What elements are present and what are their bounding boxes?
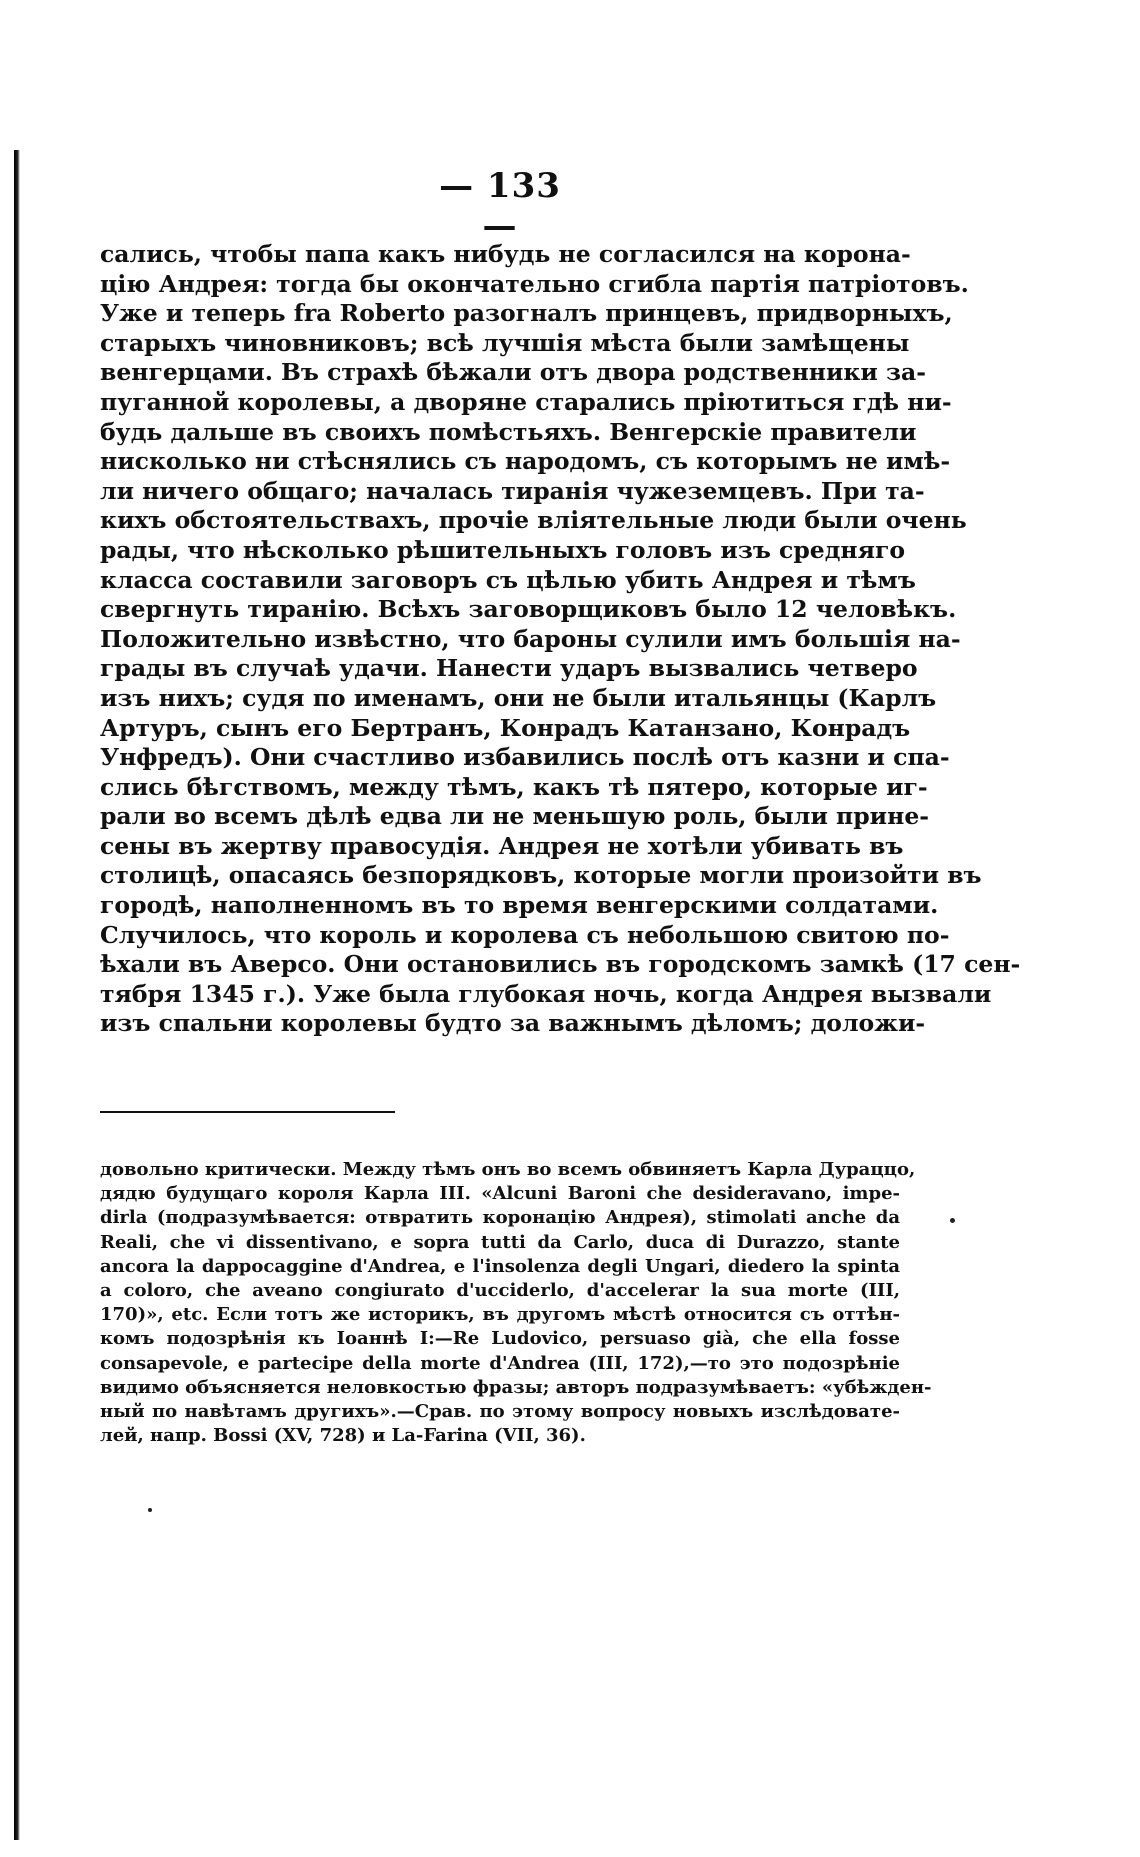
page-number: — 133 — (439, 166, 561, 246)
footnote-separator (100, 1111, 395, 1113)
body-line: Артуръ, сынъ его Бертранъ, Конрадъ Катанзано, Конрадъ (100, 713, 911, 742)
footnote-line: комъ подозрѣнія къ Іоаннѣ I:—Re Ludovico, persuaso già, che ella fosse (100, 1328, 900, 1350)
body-line: изъ нихъ; судя по именамъ, они не были итальянцы (Карлъ (100, 683, 937, 712)
footnote-line: 170)», etc. Если тотъ же историкъ, въ другомъ мѣстѣ относится съ оттѣн- (100, 1304, 900, 1326)
body-line: старыхъ чиновниковъ; всѣ лучшія мѣста были замѣщены (100, 328, 910, 357)
footnote-line: ный по навѣтамъ другихъ».—Срав. по этому вопросу новыхъ изслѣдовате- (100, 1400, 900, 1422)
scan-speck (148, 1508, 152, 1512)
footnote-line: лей, напр. Bossi (XV, 728) и La-Farina (VII, 36). (100, 1425, 586, 1447)
footnote-line: a coloro, che aveano congiurato d'ucciderlo, d'accelerar la sua morte (III, (100, 1279, 900, 1301)
body-line: рады, что нѣсколько рѣшительныхъ головъ изъ средняго (100, 535, 906, 564)
footnote-text (100, 1158, 932, 1448)
body-line: Положительно извѣстно, что бароны сулили имъ большія на- (100, 624, 961, 653)
footnote-line: ancora la dappocaggine d'Andrea, e l'insolenza degli Ungari, diedero la spinta (100, 1255, 900, 1277)
body-line: кихъ обстоятельствахъ, прочіе вліятельные люди были очень (100, 506, 967, 535)
page-spine-shadow (14, 150, 20, 1840)
body-line: ли ничего общаго; началась тиранія чужеземцевъ. При та- (100, 476, 925, 505)
footnote-line: Reali, che vi dissentivano, e sopra tutti da Carlo, duca di Durazzo, stante (100, 1231, 900, 1253)
body-line: сены въ жертву правосудія. Андрея не хотѣли убивать въ (100, 831, 904, 860)
body-line: рали во всемъ дѣлѣ едва ли не меньшую роль, были принe- (100, 802, 930, 831)
body-line: грады въ случаѣ удачи. Нанести ударъ вызвались четверо (100, 654, 918, 683)
body-line: Унфредъ). Они счастливо избавились послѣ отъ казни и спа- (100, 743, 950, 772)
body-line: будь дальше въ своихъ помѣстьяхъ. Венгерскіе правители (100, 417, 917, 446)
body-line: Случилось, что король и королева съ небольшою свитою по- (100, 920, 950, 949)
footnote-line: consapevole, e partecipe della morte d'Andrea (III, 172),—то это подозрѣніе (100, 1352, 900, 1374)
body-line: пуганной королевы, а дворяне старались пріютиться гдѣ ни- (100, 387, 952, 416)
body-line: ѣхали въ Аверсо. Они остановились въ городскомъ замкѣ (17 сен- (100, 950, 1021, 979)
body-line: изъ спальни королевы будто за важнымъ дѣломъ; доложи- (100, 1009, 926, 1038)
body-line: цію Андрея: тогда бы окончательно сгибла партія патріотовъ. (100, 269, 969, 298)
body-line: городѣ, наполненномъ въ то время венгерскими солдатами. (100, 891, 939, 920)
body-line: столицѣ, опасаясь безпорядковъ, которые могли произойти въ (100, 861, 982, 890)
main-body-text (100, 240, 1021, 1039)
footnote-line: видимо объясняется неловкостью фразы; авторъ подразумѣваетъ: «убѣжден- (100, 1376, 932, 1398)
body-line: нисколько ни стѣснялись съ народомъ, съ которымъ не имѣ- (100, 447, 951, 476)
scan-speck (950, 1218, 955, 1223)
body-line: венгерцами. Въ страхѣ бѣжали отъ двора родственники за- (100, 358, 926, 387)
body-line: тября 1345 г.). Уже была глубокая ночь, когда Андрея вызвали (100, 979, 992, 1008)
footnote-line: довольно критически. Между тѣмъ онъ во всемъ обвиняетъ Карла Дураццо, (100, 1159, 916, 1180)
body-line: свергнуть тиранію. Всѣхъ заговорщиковъ было 12 человѣкъ. (100, 595, 957, 624)
body-line: Уже и теперь fra Roberto разогналъ принцевъ, придворныхъ, (100, 299, 953, 328)
body-line: слись бѣгствомъ, между тѣмъ, какъ тѣ пятеро, которые иг- (100, 772, 928, 801)
footnote-line: dirla (подразумѣвается: отвратить коронацію Андрея), stimolati anche da (100, 1207, 900, 1229)
footnote-line: дядю будущаго короля Карла III. «Alcuni Baroni che desideravano, impe- (100, 1183, 900, 1205)
body-line: класса составили заговоръ съ цѣлью убить Андрея и тѣмъ (100, 565, 916, 594)
body-line: сались, чтобы папа какъ нибудь не согласился на корона- (100, 240, 911, 268)
